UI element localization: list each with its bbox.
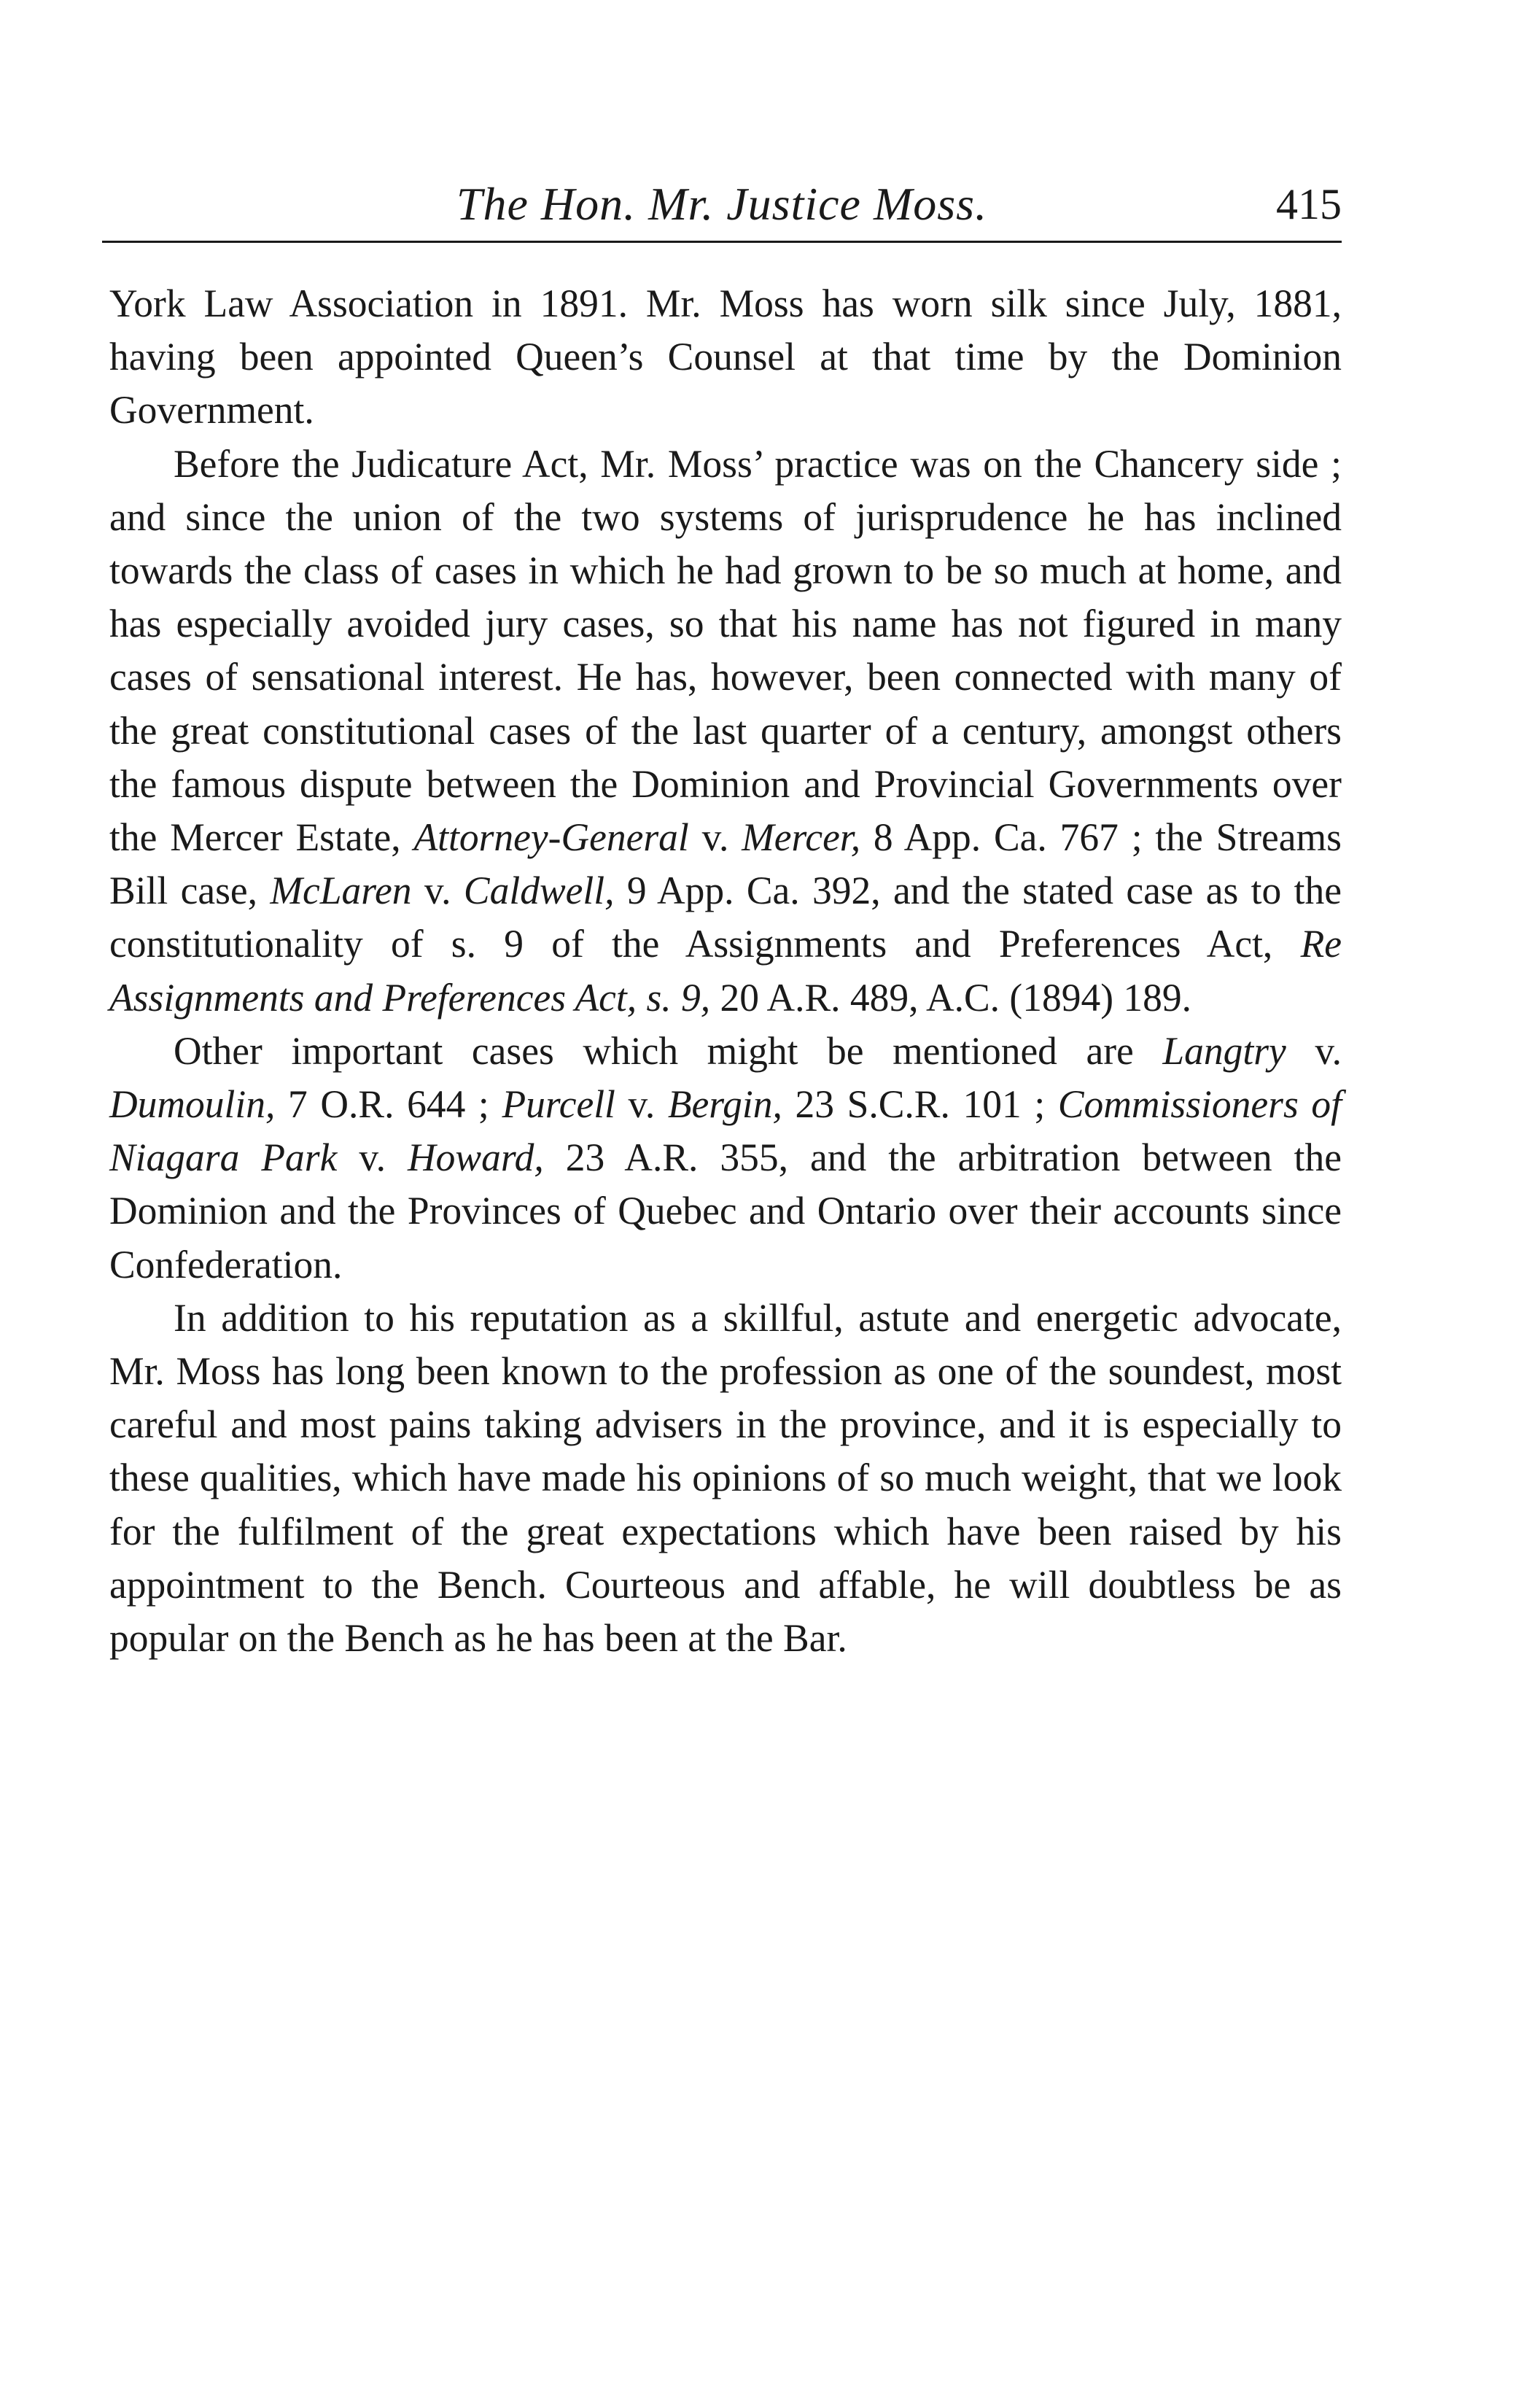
text-run: v. [337, 1136, 408, 1180]
text-run: In addition to his reputation as a skillful, astute and energetic advocate, Mr. Moss has long been known to the profession as one of the soundest, most careful and most pains taking advisers in the province, and it is especially to these qualities, which have made his opinions of so much weight, that we look for the fulfilment of the great expectations which have been raised by his appointment to the Bench. Courteous and affable, he will doubtless be as popular on the Bench as he has been at the Bar. [109, 1295, 1342, 1661]
text-run: 7 O.R. 644 ; [275, 1082, 502, 1127]
text-run: 23 A.R. 355, and the arbitration between the Dominion and the Provinces of Quebec and Ontario over their accounts since Confederation. [109, 1136, 1342, 1286]
italic-citation: Re Assignments and Preferences Act, s. 9, [109, 922, 1342, 1020]
italic-citation: Mercer, [742, 815, 861, 860]
running-title: The Hon. Mr. Justice Moss. [456, 178, 988, 230]
body-text [109, 277, 1342, 1665]
paragraph-1 [109, 277, 1342, 438]
text-run: 9 App. Ca. 392, and the stated case as to the constitutionality of s. 9 of the Assignments and Preferences Act, [109, 869, 1342, 966]
italic-citation: Howard, [408, 1136, 544, 1180]
italic-citation: Attorney-General [413, 815, 689, 860]
italic-citation: Purcell [502, 1082, 615, 1127]
text-run: York Law Association in 1891. Mr. Moss has worn silk since July, 1881, having been appointed Queen’s Counsel at that time by the Dominion Government. [109, 282, 1342, 432]
paragraph-2 [109, 438, 1342, 1025]
italic-citation: Bergin, [667, 1082, 782, 1127]
text-run: Before the Judicature Act, Mr. Moss’ practice was on the Chancery side ; and since the union of the two systems of jurisprudence he has inclined towards the class of cases in which he had grown to be so much at home, and has especially avoided jury cases, so that his name has not figured in many cases of sensational interest. He has, however, been connected with many of the great constitutional cases of the last quarter of a century, amongst others the famous dispute between the Dominion and Provincial Governments over the Mercer Estate, [109, 441, 1342, 860]
italic-citation: Commissioners of Niagara Park [109, 1082, 1342, 1180]
page-header [102, 175, 1342, 233]
italic-citation: Caldwell, [463, 869, 615, 913]
text-run: 8 App. Ca. 767 ; the Streams Bill case, [109, 815, 1342, 913]
italic-citation: Langtry [1162, 1028, 1286, 1073]
text-run: v. [688, 815, 742, 860]
paragraph-4 [109, 1292, 1342, 1665]
text-run: 20 A.R. 489, A.C. (1894) 189. [710, 975, 1192, 1020]
page-number: 415 [1276, 180, 1342, 228]
italic-citation: Dumoulin, [109, 1082, 276, 1127]
italic-citation: McLaren [270, 869, 412, 913]
text-run: v. [615, 1082, 668, 1127]
text-run: 23 S.C.R. 101 ; [782, 1082, 1058, 1127]
header-rule [102, 241, 1342, 243]
text-run: Other important cases which might be mentioned are [174, 1028, 1163, 1073]
text-run: v. [1286, 1028, 1342, 1073]
text-run: v. [411, 869, 464, 913]
paragraph-3 [109, 1025, 1342, 1292]
